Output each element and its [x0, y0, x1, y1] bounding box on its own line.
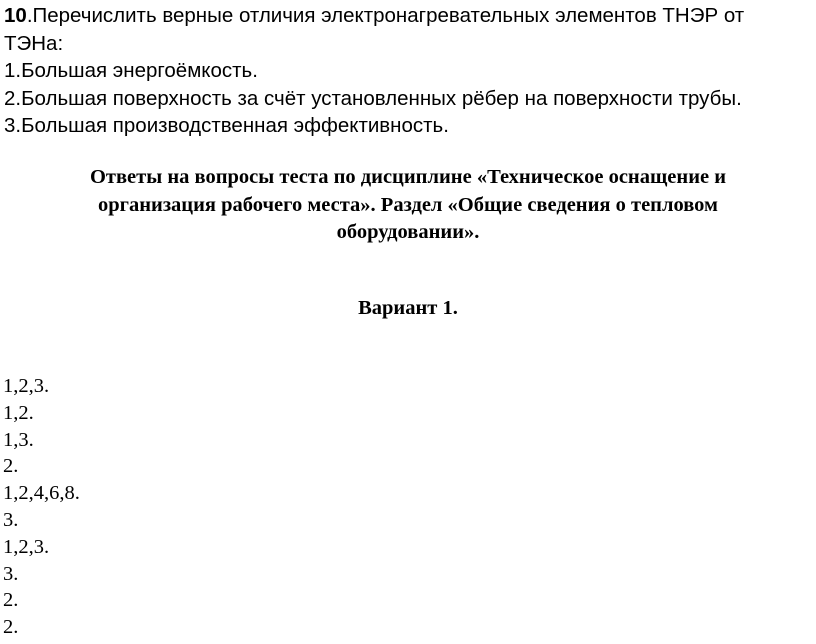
question-text-line-2: ТЭНа:: [4, 31, 64, 55]
question-option-1: 1.Большая энергоёмкость.: [4, 59, 258, 82]
question-text-line-1: .Перечислить верные отличия электронагревательных элементов ТНЭР от: [26, 4, 745, 27]
answers-heading-line-1: Ответы на вопросы теста по дисциплине «Техническое оснащение и: [89, 166, 727, 188]
answers-list: [3, 373, 80, 641]
question-option-2: 2.Большая поверхность за счёт установленных рёбер на поверхности трубы.: [4, 86, 742, 110]
question-number: 10: [4, 4, 27, 27]
answer-item: 1,2,4,6,8.: [3, 482, 80, 505]
variant-title: Вариант 1.: [358, 297, 458, 319]
answer-item: 1,3.: [3, 428, 34, 451]
answer-item: 2.: [3, 455, 19, 478]
answer-item: 2.: [3, 616, 19, 639]
answers-heading-line-3: оборудовании».: [336, 221, 480, 243]
answer-item: 1,2.: [3, 401, 34, 424]
answers-heading: [0, 164, 816, 247]
answers-heading-line-2: организация рабочего места». Раздел «Общие сведения о тепловом: [97, 193, 718, 216]
answer-item: 1,2,3.: [3, 535, 50, 558]
question-line-1: [4, 2, 809, 30]
answer-item: 3.: [3, 508, 19, 531]
answer-item: 2.: [3, 589, 19, 612]
answer-item: 3.: [3, 562, 19, 585]
question-option-3: 3.Большая производственная эффективность.: [4, 114, 449, 137]
answer-item: 1,2,3.: [3, 375, 50, 397]
question-block: [4, 2, 809, 140]
